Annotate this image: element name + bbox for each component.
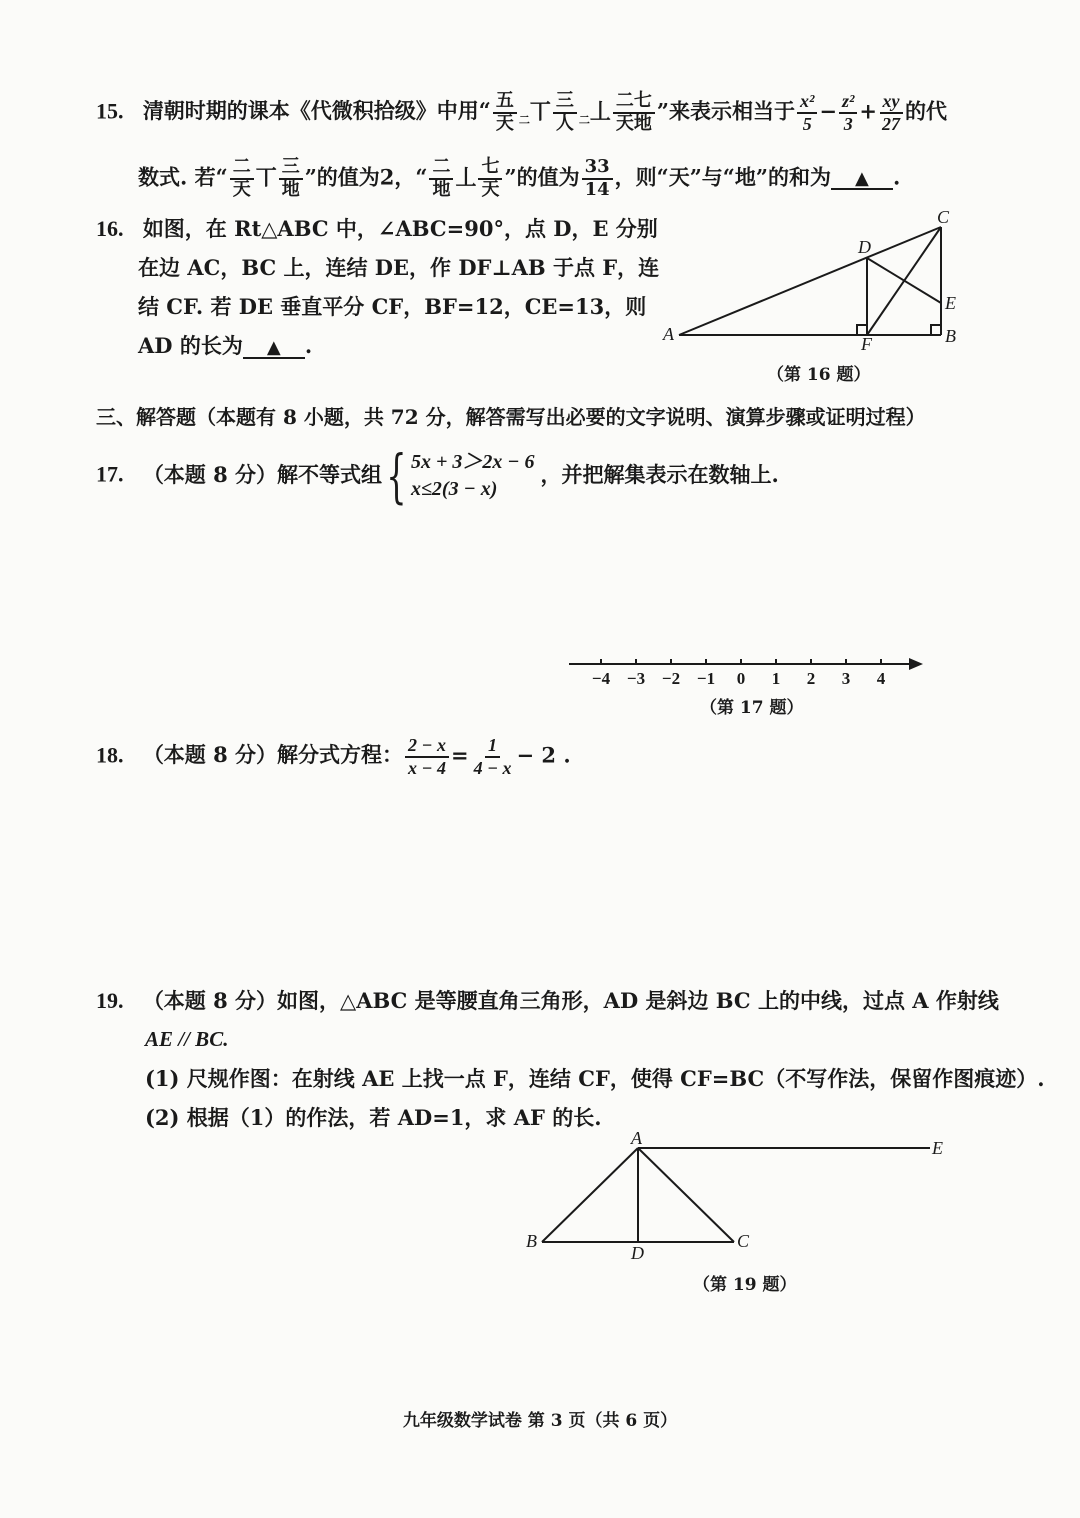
q16-line4: AD 的长为 ▲ . <box>138 333 313 358</box>
figure-16-caption: （第 16 题） <box>767 365 871 385</box>
label-e: E <box>945 293 956 313</box>
axis-tick-label: 4 <box>876 669 886 688</box>
answer-blank[interactable]: ▲ <box>831 170 893 190</box>
q16-line3: 结 CF. 若 DE 垂直平分 CF，BF=12，CE=13，则 <box>138 294 647 319</box>
q19-line1: 19. （本题 8 分）如图，△ABC 是等腰直角三角形，AD 是斜边 BC 上的中线，过点 A 作射线 <box>96 988 999 1013</box>
section-3-title: 三、解答题（本题有 8 小题，共 72 分，解答需写出必要的文字说明、演算步骤或证明过程） <box>96 405 926 429</box>
expr-b-term-2: $\frac{\text{七}}{\text{天}}$ <box>478 158 502 200</box>
rhs-fraction: $\frac{1}{4 - x}$ <box>473 735 512 778</box>
label-b: B <box>945 326 956 346</box>
lhs-fraction: $\frac{2 - x}{x - 4}$ <box>405 736 449 778</box>
q18-line: 18. （本题 8 分）解分式方程： $\frac{2 - x}{x - 4}$ = $\frac{1}{4 - x}$ − 2 . <box>96 735 571 778</box>
axis-arrow <box>909 658 923 670</box>
axis-tick-label: 3 <box>841 669 851 688</box>
q19-line2: AE // BC. <box>145 1027 229 1051</box>
label-a: A <box>631 1128 642 1148</box>
q15-number: 15. <box>96 98 124 124</box>
inequality-1: 5x + 3＞2x − 6 <box>410 451 535 473</box>
system-brace: { <box>386 442 407 510</box>
axis-tick-label: −1 <box>696 669 716 688</box>
inequality-2: x≤2(3 − x) <box>410 478 498 500</box>
ancient-term-1: $\frac{\text{五}}{\text{天}}$ <box>493 92 517 134</box>
axis-tick-label: −4 <box>591 669 611 688</box>
answer-blank[interactable]: ▲ <box>243 339 305 359</box>
q15-text-a: 清朝时期的课本《代微积拾级》中用“ <box>142 98 491 124</box>
value-fraction: $\frac{33}{14}$ <box>582 158 613 200</box>
label-d: D <box>631 1243 644 1263</box>
q19-part2: (2) 根据（1）的作法，若 AD=1，求 AF 的长. <box>145 1105 602 1130</box>
number-line <box>565 650 935 690</box>
q15-line1: 15. 清朝时期的课本《代微积拾级》中用“ $\frac{\text{五}}{\text{天}}$ $_二$丅 $\frac{\text{三}}{\text{人}}$ $_二$丄 $\frac{\text{二七}}{\text{天地}}$ ”来表示相当于 $\frac{\text{x²}}{5}$ − $\frac{\text{z²}}{3}$ + $\frac{xy}{27}$ 的代 <box>96 90 948 134</box>
right-angle-b <box>931 325 941 335</box>
segment-ab <box>542 1148 638 1242</box>
q16-line2: 在边 AC，BC 上，连结 DE，作 DF⊥AB 于点 F，连 <box>138 255 660 280</box>
q18-number: 18. <box>96 742 124 768</box>
q15-line2: 数式. 若“ $\frac{\text{二}}{\text{天}}$ 丅 $\frac{\text{三}}{\text{地}}$ ”的值为2，“ $\frac{\text{二}}{\text{地}}$ 丄 $\frac{\text{七}}{\text{天}}$ ”的值为 $\frac{33}{14}$ ，则“天”与“地”的和为 ▲ . <box>138 156 901 200</box>
axis-tick-label: −2 <box>661 669 681 688</box>
axis-tick-label: 2 <box>806 669 816 688</box>
q16-line1: 16. 如图，在 Rt△ABC 中，∠ABC=90°，点 D，E 分别 <box>96 216 658 241</box>
label-e: E <box>932 1138 943 1158</box>
label-c: C <box>737 1231 750 1251</box>
q19-number: 19. <box>96 988 124 1013</box>
expr-a-term-2: $\frac{\text{三}}{\text{地}}$ <box>279 158 303 200</box>
modern-term-1: $\frac{\text{x²}}{5}$ <box>797 92 817 134</box>
segment-ac <box>679 227 941 335</box>
expr-a-term-1: $\frac{\text{二}}{\text{天}}$ <box>230 158 254 200</box>
segment-de <box>867 258 941 303</box>
q17-line: 17. （本题 8 分）解不等式组{ 5x + 3＞2x − 6 x≤2(3 − x) ，并把解集表示在数轴上. <box>96 442 779 510</box>
q15-text-c: 的代 <box>905 98 948 124</box>
label-c: C <box>937 207 950 227</box>
inequality-system <box>411 449 535 503</box>
modern-term-3: $\frac{xy}{27}$ <box>879 92 903 134</box>
q17-number: 17. <box>96 461 124 487</box>
ancient-term-2: $\frac{\text{三}}{\text{人}}$ <box>553 92 577 134</box>
figure-16 <box>655 205 975 350</box>
axis-tick-label: 1 <box>771 669 781 688</box>
figure-19 <box>520 1128 960 1263</box>
label-d: D <box>858 237 871 257</box>
figure-17-caption: （第 17 题） <box>700 698 804 718</box>
label-a: A <box>663 324 674 344</box>
axis-tick-label: −3 <box>626 669 646 688</box>
q19-part1: (1) 尺规作图：在射线 AE 上找一点 F，连结 CF，使得 CF=BC（不写作法，保留作图痕迹）. <box>145 1066 1045 1091</box>
q16-number: 16. <box>96 216 124 241</box>
q15-text-b: ”来表示相当于 <box>656 98 795 124</box>
page-footer: 九年级数学试卷 第 3 页（共 6 页） <box>402 1411 678 1431</box>
expr-b-term-1: $\frac{\text{二}}{\text{地}}$ <box>429 158 453 200</box>
label-f: F <box>861 334 872 350</box>
axis-tick-label: 0 <box>736 669 746 688</box>
ancient-term-3: $\frac{\text{二七}}{\text{天地}}$ <box>613 92 655 134</box>
segment-ac <box>638 1148 734 1242</box>
label-b: B <box>526 1231 537 1251</box>
modern-term-2: $\frac{\text{z²}}{3}$ <box>839 92 857 134</box>
figure-19-caption: （第 19 题） <box>693 1275 797 1295</box>
